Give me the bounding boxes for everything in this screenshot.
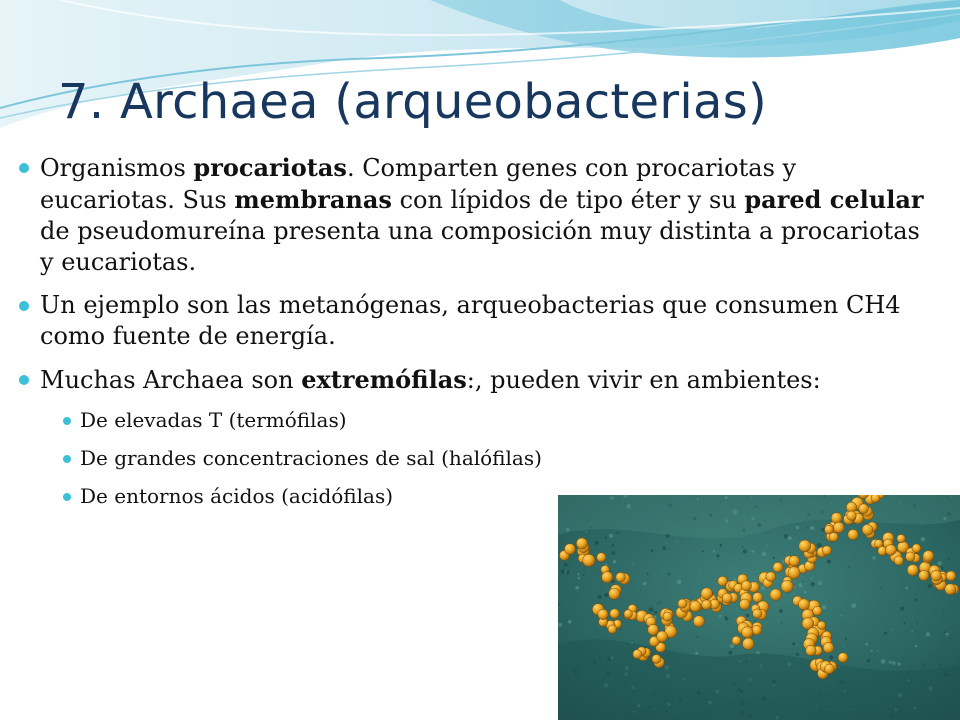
sub-bullet-marker	[63, 455, 71, 463]
bold-term: extremófilas	[301, 365, 467, 394]
text: :, pueden vivir en ambientes:	[466, 366, 821, 394]
text: de pseudomureína presenta una composición muy distinta a procariotas y eucariotas.	[40, 217, 920, 276]
bullet-marker	[19, 375, 29, 385]
bold-term: procariotas	[193, 153, 347, 182]
text: Organismos	[40, 154, 194, 182]
bold-term: membranas	[234, 185, 392, 214]
bullet-procariotas	[15, 152, 925, 278]
sub-bullet-marker	[63, 417, 71, 425]
slide-title: 7. Archaea (arqueobacterias)	[58, 74, 768, 130]
bullet-marker	[19, 163, 29, 173]
sub-bullet-termofilas	[63, 408, 925, 432]
content-list	[15, 152, 925, 522]
sub-bullet-halofilas	[63, 446, 925, 470]
bullet-extremofilas	[15, 364, 925, 396]
bold-term: pared celular	[744, 185, 924, 214]
sub-bullet-marker	[63, 493, 71, 501]
text: De elevadas T (termófilas)	[80, 408, 347, 432]
text: Un ejemplo son las metanógenas, arqueobacterias que consumen CH4 como fuente de energía.	[40, 291, 901, 350]
archaea-micrograph-image	[558, 495, 960, 720]
text: con lípidos de tipo éter y su	[391, 186, 745, 214]
bullet-marker	[19, 301, 29, 311]
text: De entornos ácidos (acidófilas)	[80, 484, 394, 508]
text: De grandes concentraciones de sal (halófilas)	[80, 446, 542, 470]
text: . Comparten genes con procariotas y eucariotas. Sus	[40, 154, 797, 214]
text: Muchas Archaea son	[40, 366, 302, 394]
bullet-metanogenas	[15, 290, 925, 352]
